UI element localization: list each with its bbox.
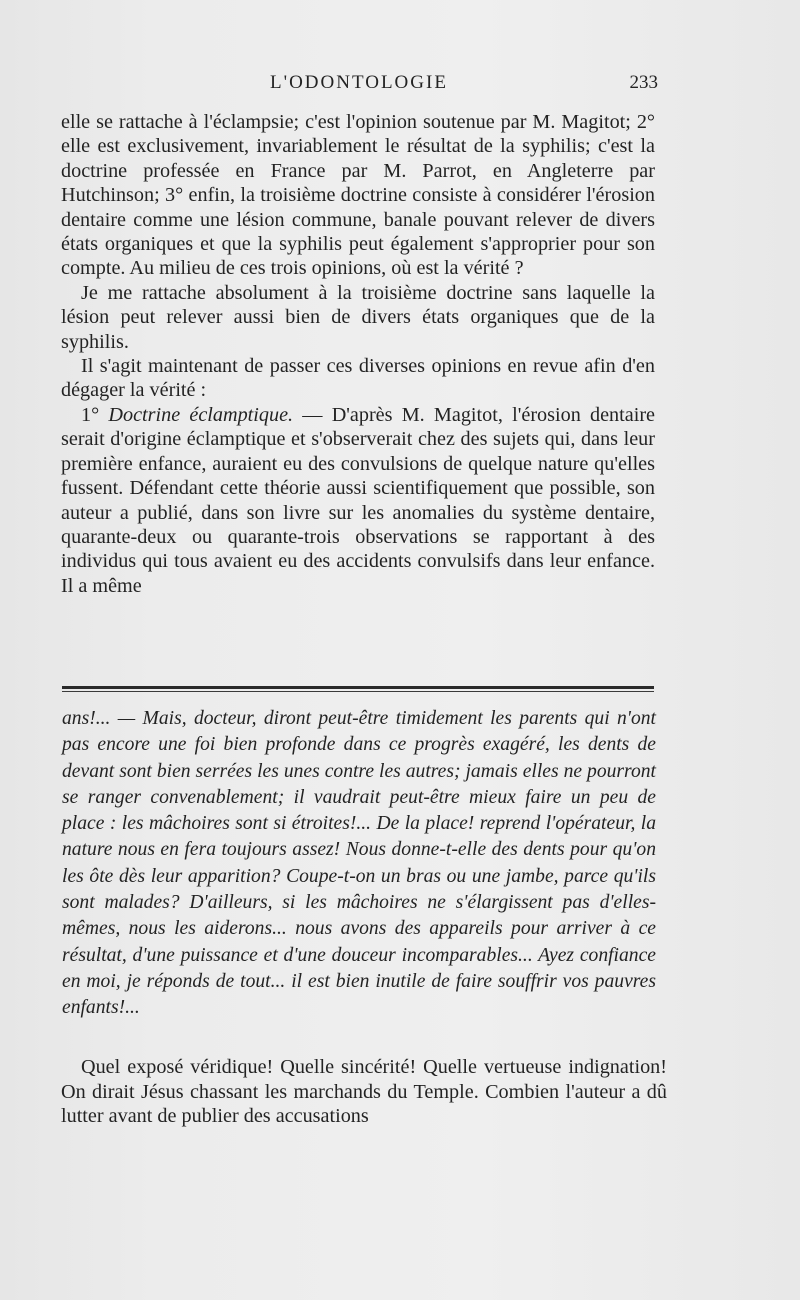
paragraph-author-position: Je me rattache absolument à la troisième doctrine sans laquelle la lésion peut relever aussi bien de divers états organiques que de la syphilis. [61, 281, 655, 353]
page-header [60, 70, 658, 100]
paragraph-review-intro: Il s'agit maintenant de passer ces diverses opinions en revue afin d'en dégager la vérité : [61, 355, 655, 402]
page-number: 233 [629, 72, 658, 93]
footnote-separator [62, 686, 654, 692]
main-text [61, 110, 655, 598]
paragraph-continued: elle se rattache à l'éclampsie; c'est l'opinion soutenue par M. Magitot; 2° elle est exclusivement, invariablement le résultat de la syphilis; c'est la doctrine professée en France par M. Parrot, en Angleterre par Hutchinson; 3° enfin, la troisième doctrine consiste à considérer l'érosion dentaire comme une lésion commune, banale pouvant relever de divers états organiques et que la syphilis peut également s'approprier pour son compte. Au milieu de ces trois opinions, où est la vérité ? [61, 111, 655, 280]
section-number: 1° [81, 403, 100, 426]
section-text: — D'après M. Magitot, l'érosion dentaire serait d'origine éclamptique et s'observerait chez des sujets qui, dans leur première enfance, auraient eu des convulsions de quelque nature qu'elles fussent. Défendant cette théorie aussi scientifiquement que possible, son auteur a publié, dans son livre sur les anomalies du système dentaire, quarante-deux ou quarante-trois observations se rapportant à des individus qui tous avaient eu des accidents convulsifs dans leur enfance. Il a même [61, 403, 656, 597]
footnote-text: ans!... — Mais, docteur, diront peut-être timidement les parents qui n'ont pas encore une foi bien profonde dans ce progrès exagéré, les dents de devant sont bien serrées les unes contre les autres; jamais elles ne pourront se ranger convenablement; il vaudrait peut-être mieux faire un peu de place : les mâchoires sont si étroites!... De la place! reprend l'opérateur, la nature nous en fera toujours assez! Nous donne-t-elle des dents pour qu'on les ôte dès leur apparition? Coupe-t-on un bras ou une jambe, parce qu'ils sont malades? D'ailleurs, si les mâchoires ne s'élargissent pas d'elles-mêmes, nous les aiderons... nous avons des appareils pour arriver à ce résultat, d'une puissance et d'une douceur incomparables... Ayez confiance en moi, je réponds de tout... il est bien inutile de faire souffrir vos pauvres enfants!... [62, 708, 656, 1019]
paragraph-commentary: Quel exposé véridique! Quelle sincérité! Quelle vertueuse indignation! On dirait Jésus chassant les marchands du Temple. Combien l'auteur a dû lutter avant de publier des accusations [61, 1056, 667, 1128]
paragraph-eclamptic-doctrine [61, 403, 655, 598]
continuing-text [61, 1055, 667, 1129]
footnote-block [62, 706, 656, 1022]
running-title: L'ODONTOLOGIE [270, 72, 448, 93]
section-heading: Doctrine éclamptique. [108, 403, 294, 426]
separator-thin-rule [62, 691, 654, 692]
